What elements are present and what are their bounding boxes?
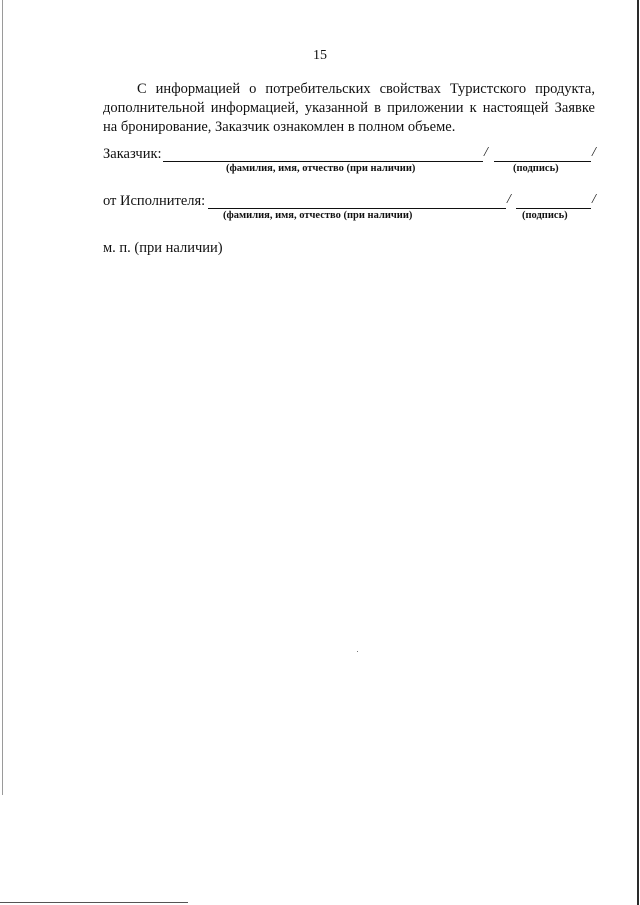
customer-sign-line[interactable]	[494, 161, 591, 162]
customer-label: Заказчик:	[103, 146, 162, 162]
scan-speck	[357, 651, 358, 652]
scan-edge-left	[2, 0, 3, 795]
customer-slash-2: /	[592, 145, 596, 160]
stamp-note: м. п. (при наличии)	[103, 240, 223, 256]
executor-name-line[interactable]	[208, 208, 506, 209]
customer-name-caption: (фамилия, имя, отчество (при наличии)	[226, 163, 416, 174]
page-number: 15	[313, 48, 327, 63]
executor-slash-2: /	[592, 192, 596, 207]
executor-label: от Исполнителя:	[103, 193, 206, 209]
executor-slash-1: /	[507, 192, 511, 207]
customer-slash-1: /	[484, 145, 488, 160]
scan-edge-bottom	[0, 902, 188, 903]
executor-sign-caption: (подпись)	[522, 210, 568, 221]
customer-name-line[interactable]	[163, 161, 483, 162]
executor-name-caption: (фамилия, имя, отчество (при наличии)	[223, 210, 413, 221]
customer-sign-caption: (подпись)	[513, 163, 559, 174]
scan-edge-right	[637, 0, 639, 905]
acknowledgement-paragraph: С информацией о потребительских свойствах Туристского продукта, дополнительной информацией, указанной в приложении к настоящей Заявке на бронирование, Заказчик ознакомлен в полном объеме.	[103, 81, 595, 135]
executor-sign-line[interactable]	[516, 208, 591, 209]
